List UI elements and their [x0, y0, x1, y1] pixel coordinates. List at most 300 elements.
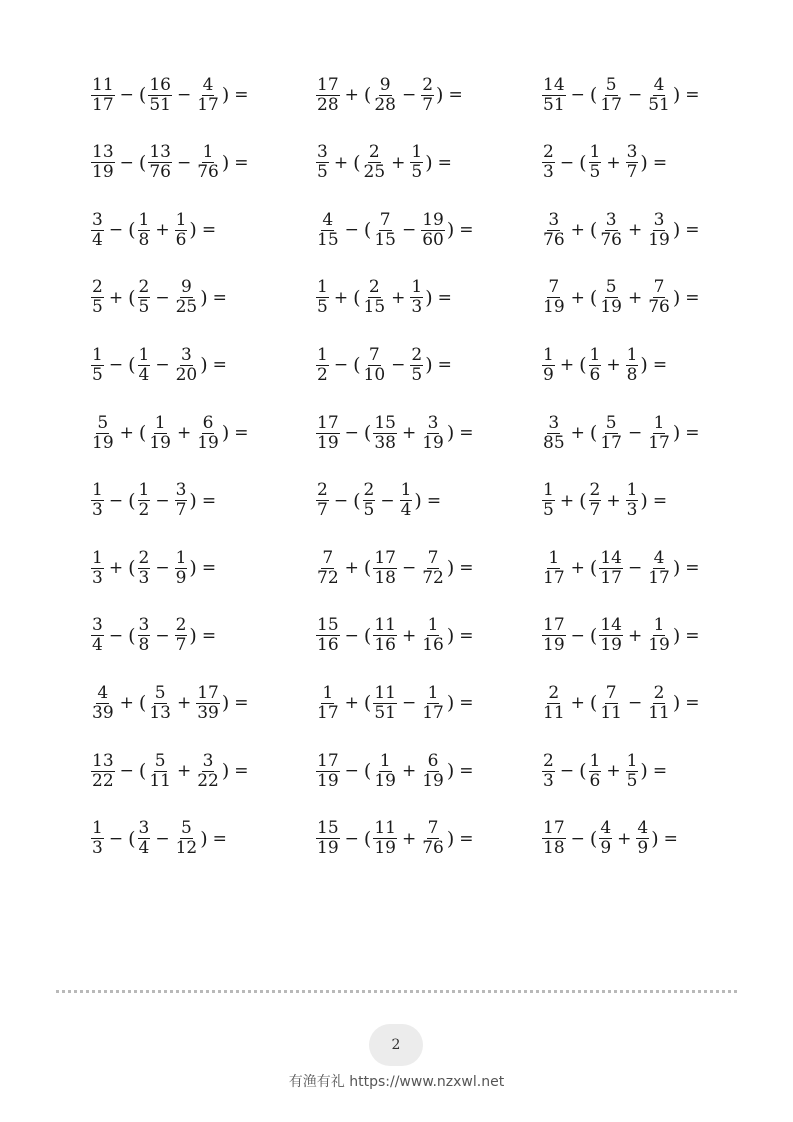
parenthesis: (: [128, 624, 136, 647]
fraction: [589, 144, 602, 181]
fraction: [647, 617, 671, 654]
fraction: [599, 74, 623, 115]
fraction: [316, 74, 340, 115]
denominator: 19: [648, 635, 670, 656]
parenthesis: ): [672, 219, 681, 242]
math-problem: [541, 340, 667, 390]
operator: +: [391, 287, 406, 308]
fraction: [542, 750, 555, 791]
parenthesis: (: [363, 422, 372, 444]
fraction: [647, 74, 671, 115]
parenthesis: (: [363, 692, 372, 715]
denominator: 3: [543, 770, 554, 791]
parenthesis: ): [446, 760, 455, 782]
denominator: 72: [317, 567, 339, 588]
fraction: [599, 412, 623, 453]
denominator: 17: [92, 94, 114, 115]
equals-sign: =: [426, 490, 442, 511]
math-problem: [90, 340, 227, 390]
math-problem: [541, 678, 700, 728]
parenthesis: ): [446, 692, 455, 715]
fraction: [138, 547, 151, 588]
denominator: 5: [411, 364, 423, 385]
operator: +: [606, 761, 621, 781]
numerator: 17: [317, 74, 339, 95]
fraction: [421, 74, 434, 115]
denominator: 19: [543, 635, 565, 656]
operator: −: [155, 558, 170, 579]
fraction: [148, 74, 172, 115]
denominator: 17: [317, 702, 339, 723]
math-problem: [315, 543, 474, 593]
denominator: 5: [589, 162, 601, 183]
parenthesis: (: [579, 354, 587, 377]
operator: −: [155, 490, 170, 511]
denominator: 19: [317, 770, 339, 791]
denominator: 2: [317, 364, 328, 385]
fraction: [373, 820, 397, 857]
fraction: [91, 547, 104, 588]
operator: −: [627, 423, 643, 443]
parenthesis: (: [128, 286, 136, 309]
equals-sign: =: [685, 85, 700, 105]
numerator: 15: [317, 818, 339, 839]
parenthesis: (: [589, 692, 598, 715]
numerator: 15: [374, 412, 396, 433]
fraction: [91, 279, 104, 316]
numerator: 5: [605, 277, 617, 298]
math-problem: [90, 408, 249, 458]
numerator: 1: [626, 480, 638, 501]
fraction: [316, 279, 329, 316]
fraction: [91, 750, 115, 791]
denominator: 16: [317, 635, 339, 656]
denominator: 15: [363, 297, 386, 318]
operator: +: [401, 423, 417, 443]
operator: −: [108, 828, 124, 849]
fraction: [175, 279, 199, 316]
numerator: 1: [92, 344, 103, 365]
numerator: 2: [411, 344, 423, 365]
equals-sign: =: [201, 220, 217, 241]
fraction: [175, 617, 188, 654]
numerator: 4: [653, 547, 665, 568]
fraction: [138, 209, 151, 250]
operator: +: [401, 761, 417, 781]
denominator: 19: [422, 770, 444, 791]
denominator: 38: [374, 432, 396, 453]
denominator: 76: [149, 162, 171, 183]
denominator: 3: [92, 567, 103, 588]
operator: +: [344, 85, 359, 105]
parenthesis: (: [128, 557, 136, 580]
parenthesis: ): [640, 489, 648, 512]
fraction: [148, 144, 172, 181]
fraction: [636, 820, 649, 857]
math-problem: [315, 205, 474, 255]
numerator: 15: [317, 615, 339, 636]
parenthesis: ): [200, 354, 208, 377]
parenthesis: (: [128, 219, 136, 242]
equals-sign: =: [459, 423, 474, 443]
denominator: 76: [197, 162, 219, 183]
fraction: [175, 482, 188, 519]
fraction: [647, 279, 671, 316]
math-problem: [541, 70, 700, 120]
denominator: 7: [175, 635, 187, 656]
numerator: 4: [600, 818, 612, 839]
denominator: 3: [543, 162, 554, 183]
denominator: 7: [626, 162, 638, 183]
operator: +: [401, 625, 417, 646]
operator: −: [559, 152, 575, 173]
operator: +: [401, 828, 417, 849]
equals-sign: =: [201, 558, 217, 579]
numerator: 4: [653, 74, 665, 95]
denominator: 60: [422, 229, 444, 250]
operator: +: [176, 761, 192, 781]
denominator: 19: [317, 838, 339, 859]
numerator: 4: [97, 682, 109, 703]
parenthesis: (: [589, 827, 598, 850]
denominator: 5: [92, 297, 103, 318]
parenthesis: ): [189, 489, 197, 512]
operator: −: [344, 625, 359, 646]
denominator: 19: [197, 432, 219, 453]
numerator: 17: [317, 750, 339, 771]
equals-sign: =: [459, 625, 474, 646]
parenthesis: (: [138, 84, 147, 106]
equals-sign: =: [459, 693, 474, 714]
math-problem: [315, 814, 474, 864]
denominator: 25: [175, 297, 198, 318]
denominator: 16: [422, 635, 444, 656]
operator: −: [108, 220, 124, 241]
parenthesis: ): [640, 354, 648, 377]
parenthesis: (: [589, 557, 598, 580]
numerator: 3: [138, 818, 150, 839]
operator: −: [401, 85, 417, 105]
denominator: 5: [317, 297, 328, 318]
math-problem: [315, 70, 463, 120]
math-problem: [90, 678, 249, 728]
fraction: [626, 344, 639, 385]
denominator: 76: [648, 297, 670, 318]
parenthesis: (: [128, 489, 136, 512]
parenthesis: ): [651, 827, 659, 850]
operator: −: [627, 558, 643, 579]
numerator: 5: [154, 750, 166, 771]
fraction: [589, 482, 602, 519]
numerator: 3: [92, 209, 103, 230]
math-problem: [315, 746, 474, 796]
numerator: 1: [92, 818, 103, 839]
operator: +: [155, 220, 170, 241]
fraction: [316, 482, 329, 519]
denominator: 19: [600, 635, 622, 656]
equals-sign: =: [652, 355, 668, 376]
operator: +: [606, 152, 621, 173]
denominator: 4: [92, 635, 103, 656]
fraction: [647, 412, 671, 453]
parenthesis: (: [138, 422, 147, 444]
math-problem: [90, 814, 227, 864]
equals-sign: =: [459, 761, 474, 781]
numerator: 3: [317, 142, 328, 163]
equals-sign: =: [437, 355, 452, 376]
fraction: [138, 820, 151, 857]
fraction: [599, 547, 623, 588]
parenthesis: ): [446, 557, 455, 580]
denominator: 9: [543, 364, 554, 385]
parenthesis: ): [425, 286, 433, 309]
denominator: 6: [589, 364, 601, 385]
fraction: [542, 682, 566, 723]
denominator: 17: [197, 94, 219, 115]
fraction: [196, 682, 220, 723]
parenthesis: ): [221, 760, 230, 782]
parenthesis: (: [589, 422, 598, 444]
numerator: 9: [379, 74, 391, 95]
operator: +: [176, 693, 192, 714]
denominator: 51: [374, 702, 396, 723]
fraction: [542, 547, 566, 588]
math-problem: [90, 70, 249, 120]
operator: +: [606, 355, 621, 376]
fraction: [138, 617, 151, 654]
denominator: 5: [411, 162, 423, 183]
fraction: [410, 344, 423, 385]
parenthesis: (: [363, 219, 372, 242]
parenthesis: ): [446, 624, 455, 647]
numerator: 9: [180, 277, 192, 298]
denominator: 18: [543, 838, 565, 859]
numerator: 1: [626, 750, 638, 771]
denominator: 7: [589, 500, 601, 521]
operator: −: [570, 625, 585, 646]
fraction: [410, 144, 423, 181]
fraction: [91, 209, 104, 250]
denominator: 19: [648, 229, 670, 250]
denominator: 2: [138, 500, 150, 521]
numerator: 1: [589, 344, 601, 365]
fraction: [626, 144, 639, 181]
fraction: [148, 412, 172, 453]
fraction: [599, 820, 612, 857]
operator: +: [344, 693, 359, 714]
operator: −: [108, 625, 124, 646]
numerator: 1: [317, 344, 328, 365]
fraction: [373, 682, 397, 723]
numerator: 7: [605, 682, 617, 703]
denominator: 7: [175, 500, 187, 521]
math-problem: [315, 476, 441, 526]
math-problem: [90, 138, 249, 188]
fraction: [138, 279, 151, 316]
denominator: 3: [411, 297, 423, 318]
denominator: 11: [600, 702, 622, 723]
parenthesis: (: [589, 286, 598, 309]
denominator: 8: [626, 364, 638, 385]
numerator: 2: [368, 142, 380, 163]
denominator: 76: [543, 229, 565, 250]
fraction: [373, 74, 397, 115]
parenthesis: ): [446, 422, 455, 444]
fraction: [373, 412, 397, 453]
math-problem: [541, 611, 700, 661]
numerator: 1: [175, 547, 187, 568]
operator: +: [108, 287, 124, 308]
denominator: 19: [374, 770, 396, 791]
operator: −: [155, 625, 170, 646]
operator: +: [606, 490, 621, 511]
parenthesis: (: [579, 489, 587, 512]
operator: −: [627, 85, 643, 105]
operator: −: [155, 355, 170, 376]
math-problem: [315, 408, 474, 458]
numerator: 5: [605, 74, 617, 95]
fraction: [91, 344, 104, 385]
numerator: 1: [317, 277, 328, 298]
denominator: 76: [600, 229, 622, 250]
denominator: 5: [626, 770, 638, 791]
denominator: 19: [374, 838, 396, 859]
operator: −: [119, 85, 134, 105]
operator: +: [627, 625, 643, 646]
numerator: 1: [548, 547, 560, 568]
numerator: 3: [180, 344, 192, 365]
numerator: 17: [543, 615, 565, 636]
equals-sign: =: [212, 287, 227, 308]
fraction: [421, 682, 445, 723]
denominator: 51: [149, 94, 171, 115]
denominator: 5: [138, 297, 150, 318]
operator: −: [344, 828, 359, 849]
denominator: 4: [138, 838, 150, 859]
equals-sign: =: [459, 558, 474, 579]
math-problem: [541, 205, 700, 255]
numerator: 2: [543, 750, 554, 771]
equals-sign: =: [685, 625, 700, 646]
numerator: 1: [653, 412, 665, 433]
numerator: 1: [411, 277, 423, 298]
parenthesis: ): [640, 760, 648, 782]
fraction: [421, 209, 445, 250]
numerator: 17: [543, 818, 565, 839]
equals-sign: =: [234, 761, 249, 781]
denominator: 3: [138, 567, 150, 588]
dotted-divider: [56, 990, 737, 993]
parenthesis: ): [672, 692, 681, 715]
denominator: 17: [543, 567, 565, 588]
numerator: 13: [92, 750, 114, 771]
parenthesis: ): [414, 489, 422, 512]
numerator: 17: [197, 682, 219, 703]
fraction: [316, 820, 340, 857]
fraction: [542, 412, 566, 453]
fraction: [316, 412, 340, 453]
fraction: [196, 74, 220, 115]
numerator: 7: [322, 547, 334, 568]
parenthesis: (: [353, 489, 361, 512]
denominator: 3: [92, 838, 103, 859]
numerator: 2: [653, 682, 665, 703]
fraction: [626, 750, 639, 791]
fraction: [138, 344, 151, 385]
operator: −: [401, 220, 417, 241]
numerator: 3: [202, 750, 214, 771]
fraction: [647, 209, 671, 250]
equals-sign: =: [234, 85, 249, 105]
fraction: [175, 820, 199, 857]
operator: +: [570, 423, 585, 443]
parenthesis: ): [189, 624, 197, 647]
numerator: 11: [374, 615, 396, 636]
fraction: [91, 820, 104, 857]
math-problem: [541, 476, 667, 526]
fraction: [421, 412, 445, 453]
denominator: 20: [175, 364, 198, 385]
numerator: 3: [605, 209, 617, 230]
fraction: [363, 482, 376, 519]
numerator: 1: [543, 480, 554, 501]
math-problem: [541, 138, 667, 188]
numerator: 2: [317, 480, 328, 501]
fraction: [148, 682, 172, 723]
fraction: [91, 617, 104, 654]
parenthesis: ): [425, 354, 433, 377]
numerator: 1: [92, 547, 103, 568]
denominator: 9: [175, 567, 187, 588]
fraction: [589, 344, 602, 385]
equals-sign: =: [201, 490, 217, 511]
operator: −: [108, 490, 124, 511]
equals-sign: =: [459, 220, 474, 241]
operator: −: [570, 85, 585, 105]
fraction: [138, 482, 151, 519]
operator: −: [108, 355, 124, 376]
denominator: 5: [363, 500, 375, 521]
operator: +: [391, 152, 406, 173]
numerator: 1: [400, 480, 412, 501]
denominator: 19: [92, 162, 114, 183]
operator: −: [627, 693, 643, 714]
denominator: 12: [175, 838, 198, 859]
fraction: [542, 617, 566, 654]
numerator: 1: [653, 615, 665, 636]
denominator: 5: [317, 162, 328, 183]
numerator: 13: [149, 142, 171, 163]
parenthesis: ): [672, 286, 681, 309]
fraction: [647, 547, 671, 588]
operator: +: [344, 558, 359, 579]
numerator: 3: [138, 615, 150, 636]
math-problem: [90, 205, 216, 255]
fraction: [626, 482, 639, 519]
operator: −: [391, 355, 406, 376]
numerator: 5: [605, 412, 617, 433]
denominator: 15: [374, 229, 396, 250]
numerator: 7: [427, 818, 439, 839]
equals-sign: =: [685, 287, 700, 308]
denominator: 17: [600, 94, 622, 115]
numerator: 4: [322, 209, 334, 230]
parenthesis: (: [579, 760, 587, 782]
parenthesis: (: [589, 624, 598, 647]
denominator: 3: [626, 500, 638, 521]
denominator: 13: [149, 702, 171, 723]
denominator: 5: [92, 364, 103, 385]
